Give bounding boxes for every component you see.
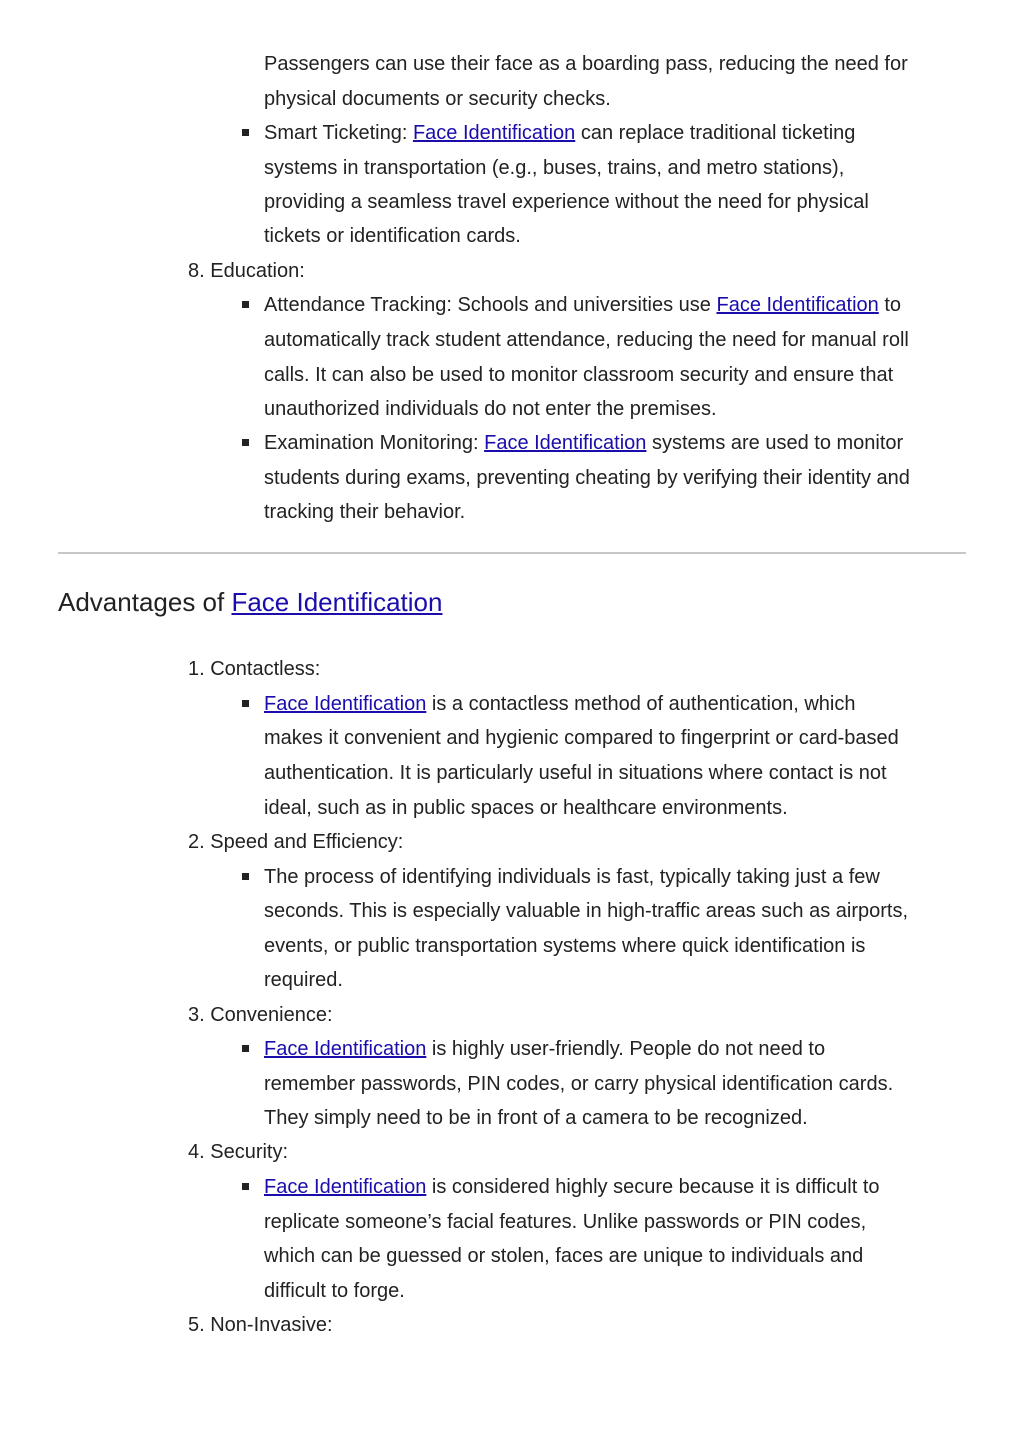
face-identification-link[interactable]: Face Identification [264, 1176, 427, 1198]
bullet-icon [242, 439, 249, 446]
section-heading-text: Advantages of [58, 587, 232, 617]
face-identification-link[interactable]: Face Identification [264, 693, 427, 715]
list-heading-speed: 2. Speed and Efficiency: [188, 831, 404, 853]
paragraph-line: events, or public transportation systems where quick identification is [264, 935, 866, 957]
paragraph-line: remember passwords, PIN codes, or carry physical identification cards. [264, 1073, 894, 1095]
paragraph-line: Passengers can use their face as a boarding pass, reducing the need for [264, 53, 908, 75]
paragraph-line: seconds. This is especially valuable in high-traffic areas such as airports, [264, 900, 909, 922]
list-heading-education: 8. Education: [188, 260, 305, 282]
paragraph-line: required. [264, 969, 343, 991]
list-heading-non-invasive: 5. Non-Invasive: [188, 1314, 333, 1336]
paragraph-line: tickets or identification cards. [264, 225, 521, 247]
list-item-text: Smart Ticketing: [264, 122, 413, 144]
list-item-text: Attendance Tracking: Schools and universities use [264, 294, 717, 316]
section-heading [58, 586, 442, 618]
list-item-text: is considered highly secure because it is difficult to [426, 1176, 880, 1198]
face-identification-link[interactable]: Face Identification [484, 432, 647, 454]
paragraph-line: They simply need to be in front of a camera to be recognized. [264, 1107, 808, 1129]
bullet-icon [242, 1183, 249, 1190]
paragraph-line: unauthorized individuals do not enter the premises. [264, 398, 717, 420]
list-item-text: The process of identifying individuals is fast, typically taking just a few [264, 866, 880, 888]
list-item-text: can replace traditional ticketing [575, 122, 856, 144]
paragraph-line: which can be guessed or stolen, faces are unique to individuals and [264, 1245, 864, 1267]
bullet-icon [242, 873, 249, 880]
bullet-icon [242, 1045, 249, 1052]
paragraph-line: calls. It can also be used to monitor classroom security and ensure that [264, 364, 894, 386]
list-heading-contactless: 1. Contactless: [188, 658, 321, 680]
list-item [264, 431, 903, 455]
paragraph-line: physical documents or security checks. [264, 88, 611, 110]
face-identification-link[interactable]: Face Identification [716, 294, 879, 316]
face-identification-link[interactable]: Face Identification [264, 1038, 427, 1060]
list-item-text: Examination Monitoring: [264, 432, 485, 454]
list-item [264, 1037, 825, 1061]
paragraph-line: makes it convenient and hygienic compared to fingerprint or card-based [264, 727, 899, 749]
bullet-icon [242, 301, 249, 308]
paragraph-line: providing a seamless travel experience without the need for physical [264, 191, 869, 213]
list-item-text: to [878, 294, 902, 316]
list-heading-convenience: 3. Convenience: [188, 1004, 333, 1026]
list-item [264, 1175, 880, 1199]
horizontal-divider [58, 552, 966, 554]
paragraph-line: authentication. It is particularly useful in situations where contact is not [264, 762, 887, 784]
list-item-text: is highly user-friendly. People do not need to [426, 1038, 826, 1060]
list-item-text: systems are used to monitor [646, 432, 904, 454]
paragraph-line: difficult to forge. [264, 1280, 405, 1302]
bullet-icon [242, 700, 249, 707]
face-identification-link[interactable]: Face Identification [412, 122, 576, 144]
bullet-icon [242, 129, 249, 136]
paragraph-line: automatically track student attendance, reducing the need for manual roll [264, 329, 909, 351]
list-heading-security: 4. Security: [188, 1141, 289, 1163]
paragraph-line: tracking their behavior. [264, 501, 466, 523]
list-item [264, 692, 855, 716]
paragraph-line: students during exams, preventing cheating by verifying their identity and [264, 467, 910, 489]
paragraph-line: systems in transportation (e.g., buses, trains, and metro stations), [264, 157, 845, 179]
paragraph-line: replicate someone’s facial features. Unlike passwords or PIN codes, [264, 1211, 867, 1233]
paragraph-line: ideal, such as in public spaces or healthcare environments. [264, 797, 788, 819]
list-item-text: is a contactless method of authentication, which [426, 693, 856, 715]
face-identification-link[interactable]: Face Identification [231, 587, 443, 617]
list-item [264, 121, 855, 145]
list-item [264, 293, 901, 317]
